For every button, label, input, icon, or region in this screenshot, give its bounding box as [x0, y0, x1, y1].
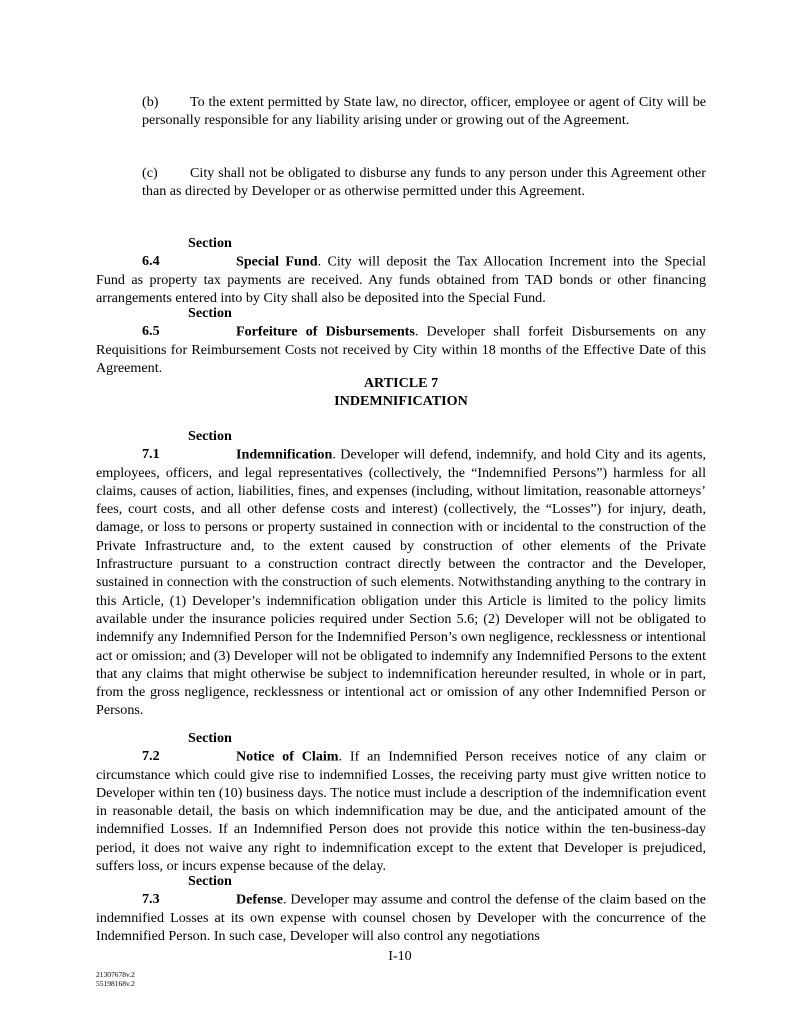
doc-id-2: 55198168v.2 — [96, 979, 135, 988]
article-title: INDEMNIFICATION — [334, 393, 468, 409]
section-6-4-text: . City will deposit the Tax Allocation Increment into the Special Fund as property tax payments are received. Any funds obtained from TAD bonds or other financing arrangements entered into by City shall also be deposited into the Special Fund. — [96, 253, 707, 306]
section-7-3-text: . Developer may assume and control the defense of the claim based on the indemnified Losses at its own expense with counsel chosen by Developer with the concurrence of the Indemnified Person. In such case, Developer will also control any negotiations — [96, 891, 706, 944]
paragraph-b-text: To the extent permitted by State law, no director, officer, employee or agent of City will be personally responsible for any liability arising under or growing out of the Agreement. — [142, 94, 706, 129]
section-7-3-title: Defense — [236, 891, 283, 908]
article-number: ARTICLE 7 — [363, 375, 439, 391]
section-6-4-title: Special Fund — [236, 253, 318, 270]
section-7-1-text: . Developer will defend, indemnify, and hold City and its agents, employees, officers, and legal representatives (collectively, the “Indemnified Persons”) harmless for all claims, causes of action, liabilities, fines, and expenses (including, without limitation, reasonable attorneys’ fees, court costs, and all other defense costs and interest) (collectively, the “Losses”) for injury, death, damage, or loss to persons or property sustained in connection with or incidental to the construction of the Private Infrastructure and, to the extent caused by construction of other elements of the Private Infrastructure pursuant to a construction contract directly between the contractor and the Developer, sustained in connection with the construction of such elements. Notwithstanding anything to the contrary in this Article, (1) Developer’s indemnification obligation under this Article is limited to the policy limits available under the insurance policies required under Section 5.6; (2) Developer will not be obligated to indemnify any Indemnified Person for the Indemnified Person’s own negligence, recklessness or intentional act or omission; and (3) Developer will not be obligated to indemnify any Indemnified Persons to the extent that any claims that might otherwise be subject to indemnification hereunder resulted, in whole or in part, from the gross negligence, recklessness or intentional act or omission of any other Indemnified Person or Persons. — [96, 446, 706, 719]
paragraph-b — [142, 93, 706, 130]
doc-id-1: 21307678v.2 — [96, 970, 135, 979]
section-7-3-number: Section 7.3 — [142, 873, 232, 908]
section-6-5-number: Section 6.5 — [142, 305, 232, 340]
section-7-2 — [96, 729, 706, 875]
paragraph-b-label: (b) — [142, 94, 159, 110]
paragraph-c — [142, 164, 706, 201]
paragraph-c-text: City shall not be obligated to disburse any funds to any person under this Agreement other than as directed by Developer or as otherwise permitted under this Agreement. — [142, 165, 706, 200]
section-6-4 — [96, 234, 706, 307]
section-7-1-number: Section 7.1 — [142, 428, 232, 463]
section-7-1-title: Indemnification — [236, 446, 333, 463]
section-6-4-number: Section 6.4 — [142, 235, 232, 270]
section-7-3 — [96, 872, 706, 945]
page-number: I-10 — [388, 948, 412, 964]
section-7-2-text: . If an Indemnified Person receives notice of any claim or circumstance which could give rise to indemnified Losses, the receiving party must give written notice to Developer within ten (10) business days. The notice must include a description of the indemnification event in reasonable detail, the basis on which indemnification may be due, and the anticipated amount of the indemnified Losses. If an Indemnified Person does not provide this notice within the ten-business-day period, it does not waive any right to indemnification except to the extent that Developer is prejudiced, suffers loss, or incurs expense because of the delay. — [96, 748, 706, 875]
section-6-5-text: . Developer shall forfeit Disbursements on any Requisitions for Reimbursement Costs not received by City within 18 months of the Effective Date of this Agreement. — [96, 323, 706, 376]
section-7-2-title: Notice of Claim — [236, 748, 339, 765]
section-7-2-number: Section 7.2 — [142, 730, 232, 765]
section-6-5-title: Forfeiture of Disbursements — [236, 323, 415, 340]
section-7-1 — [96, 427, 706, 720]
paragraph-c-label: (c) — [142, 165, 158, 181]
section-6-5 — [96, 304, 706, 377]
